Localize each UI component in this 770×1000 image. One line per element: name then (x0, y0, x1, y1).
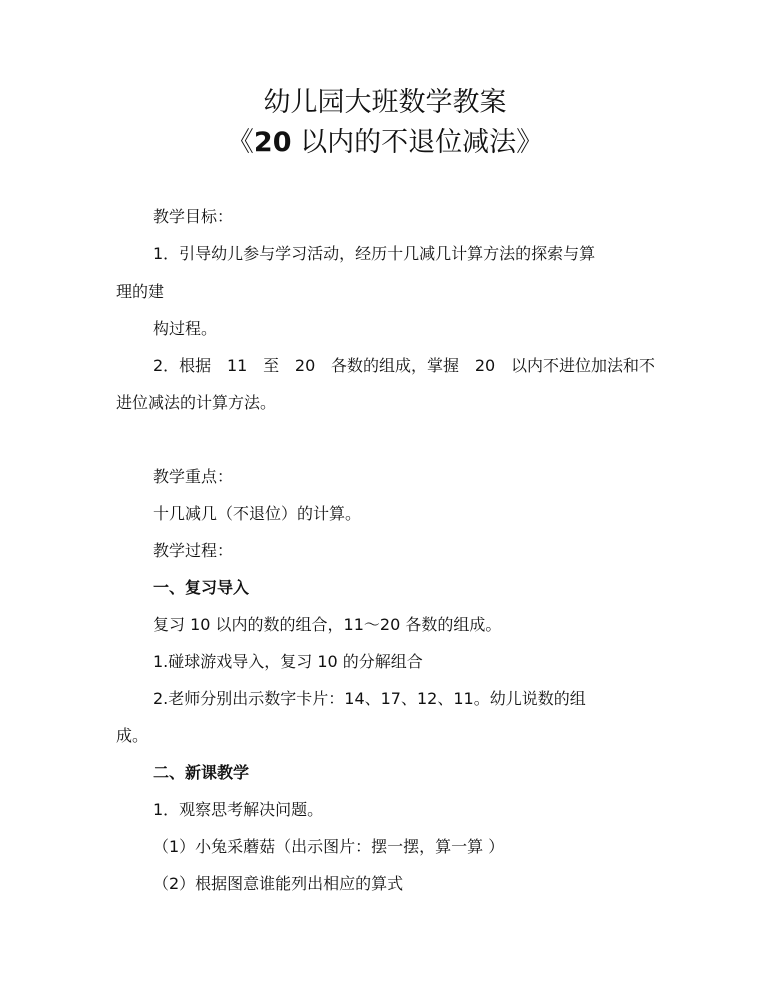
goal1-line2: 理的建 (116, 282, 165, 301)
process-heading: 教学过程： (153, 541, 234, 560)
step2-line1: 2.老师分别出示数字卡片：14、17、12、11。幼儿说数的组 (153, 689, 586, 708)
goal2-token: 20 (294, 356, 316, 375)
goal2-token: 各数的组成，掌握 (331, 356, 460, 375)
goals-heading: 教学目标： (153, 207, 234, 226)
goal2-token: 11 (226, 356, 248, 375)
goal2-line1 (153, 355, 655, 377)
goal2-token: 至 (263, 356, 280, 375)
goal2-token: 20 (474, 356, 496, 375)
step1-text: 1.碰球游戏导入，复习 10 的分解组合 (153, 652, 423, 671)
goal1-line1: 1．引导幼儿参与学习活动，经历十几减几计算方法的探索与算 (153, 244, 596, 263)
goal2-token: 2．根据 (153, 356, 212, 375)
goal1-line3: 构过程。 (153, 319, 218, 338)
section1-heading: 一、复习导入 (153, 578, 250, 597)
title-rest: 以内的不退位减法》 (291, 127, 544, 158)
doc-title-line1: 幼儿园大班数学教案 (263, 87, 507, 118)
step2-line2: 成。 (116, 726, 149, 745)
review-text: 复习 10 以内的数的组合，11～20 各数的组成。 (153, 615, 502, 634)
focus-heading: 教学重点： (153, 467, 234, 486)
focus-text: 十几减几（不退位）的计算。 (153, 504, 362, 523)
title-number: 20 (253, 127, 292, 158)
new1-sub2: （2）根据图意谁能列出相应的算式 (153, 874, 404, 893)
new1-sub1: （1）小兔采蘑菇（出示图片：摆一摆，算一算 ） (153, 837, 505, 856)
goal2-token: 以内不进位加法和不 (510, 356, 655, 375)
title-open-bracket: 《 (226, 127, 254, 158)
new1-text: 1．观察思考解决问题。 (153, 800, 324, 819)
section2-heading: 二、新课教学 (153, 763, 250, 782)
doc-title-line2 (0, 126, 770, 160)
goal2-line2: 进位减法的计算方法。 (116, 393, 277, 412)
